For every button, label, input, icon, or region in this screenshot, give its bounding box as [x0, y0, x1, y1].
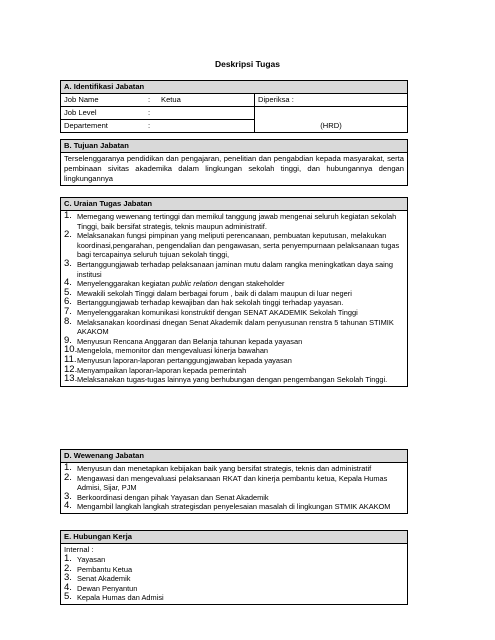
job-level-colon: :	[145, 107, 158, 120]
list-item: 5. Kepala Humas dan Admisi	[64, 591, 164, 603]
list-item: 2. Mengawasi dan mengevaluasi pelaksanaan RKAT dan kinerja pembantu ketua, Kepala Humas Admisi, Sijar, PJM	[64, 471, 388, 493]
department-label: Departement	[61, 120, 146, 133]
list-item: 9. Menyusun Rencana Anggaran dan Belanja tahunan kepada yayasan	[64, 334, 303, 346]
list-item: 4. Dewan Penyantun	[64, 581, 138, 593]
job-name-label: Job Name	[61, 94, 146, 107]
internal-subheader: Internal :	[64, 545, 94, 554]
section-tujuan-jabatan	[60, 139, 408, 186]
wewenang-list	[64, 464, 404, 512]
hubungan-kerja-list	[64, 555, 404, 603]
list-item: 11. Menyusun laporan-laporan pertanggungjawaban kepada yayasan	[64, 353, 292, 365]
job-level-value	[158, 107, 255, 120]
list-item: 8. Melaksanakan koordinasi dnegan Senat Akademik dalam penyusunan renstra 5 tahunan STIMIK AKAKOM	[64, 315, 394, 337]
list-item: 1. Menyusun dan menetapkan kebijakan baik yang bersifat strategis, teknis dan administratif	[64, 462, 372, 473]
list-item: 1. Yayasan	[64, 553, 106, 564]
list-item: 4. Mengambil langkah langkah strategisdan penyelesaian masalah di lingkungan STMIK AKAKOM	[64, 500, 391, 512]
uraian-tugas-list	[64, 212, 404, 385]
section-a-header: A. Identifikasi Jabatan	[61, 81, 408, 94]
checked-by-label: Diperiksa :	[255, 94, 408, 107]
job-name-colon: :	[145, 94, 158, 107]
section-uraian-tugas	[60, 197, 408, 387]
list-item: 5. Mewakili sekolah Tinggi dalam berbagai forum , baik di dalam maupun di luar negeri	[64, 286, 352, 298]
job-level-label: Job Level	[61, 107, 146, 120]
public-relation-emphasis: public relation	[171, 279, 218, 289]
list-item: 13. Melaksanakan tugas-tugas lainnya yang berhubungan dengan pengembangan Sekolah Tinggi.	[64, 373, 388, 385]
list-item: 3. Berkoordinasi dengan pihak Yayasan dan Senat Akademik	[64, 490, 269, 502]
section-hubungan-kerja	[60, 530, 408, 605]
list-item: 2. Melaksanakan fungsi pimpinan yang meliputi perencanaan, pembuatan keputusan, melakukan koordinasi,pengarahan, pengendalian dan pengawasan, serta penyempurnaan pelaksanaan tugas bagi tercapainya seluruh tujuan sekolah tinggi,	[64, 229, 400, 260]
section-e-header: E. Hubungan Kerja	[61, 531, 408, 544]
list-item: 12. Menyampaikan laporan-laporan kepada pemerintah	[64, 363, 247, 375]
list-item: 6. Bertanggungjawab terhadap kewajiban dan hak sekolah tinggi terhadap yayasan.	[64, 296, 344, 308]
document-title: Deskripsi Tugas	[214, 59, 281, 69]
department-colon: :	[145, 120, 158, 133]
section-identifikasi-jabatan	[60, 80, 408, 133]
list-item: 7. Menyelenggarakan komunikasi konstruktif dengan SENAT AKADEMIK Sekolah Tinggi	[64, 305, 358, 317]
checked-by-value: (HRD)	[255, 107, 408, 133]
section-c-header: C. Uraian Tugas Jabatan	[61, 198, 408, 211]
list-item: 3. Bertanggungjawab terhadap pelaksanaan jaminan mutu dalam rangka meningkatkan daya saing institusi	[64, 257, 393, 279]
list-item: 2. Pembantu Ketua	[64, 562, 133, 574]
section-d-header: D. Wewenang Jabatan	[61, 450, 408, 463]
department-value	[158, 120, 255, 133]
section-b-header: B. Tujuan Jabatan	[61, 140, 408, 153]
list-item: 3. Senat Akademik	[64, 572, 131, 584]
job-name-value: Ketua	[158, 94, 255, 107]
list-item: 1. Memegang wewenang tertinggi dan memikul tanggung jawab mengenai seluruh kegiatan sekolah Tinggi, baik bersifat strategis, teknis maupun administratif.	[64, 210, 397, 231]
list-item: 4. Menyelenggarakan kegiatan public relation dengan stakeholder	[64, 277, 285, 289]
list-item: 10. Mengelola, memonitor dan mengevaluasi kinerja bawahan	[64, 344, 269, 356]
section-b-text: Terselenggaranya pendidikan dan pengajaran, penelitian dan pengabdian kepada masyarakat, serta pembinaan sivitas akademika dalam lingkungan sekolah tinggi, dan hubungannya dengan lingkungannya	[61, 153, 408, 186]
section-wewenang-jabatan	[60, 449, 408, 514]
